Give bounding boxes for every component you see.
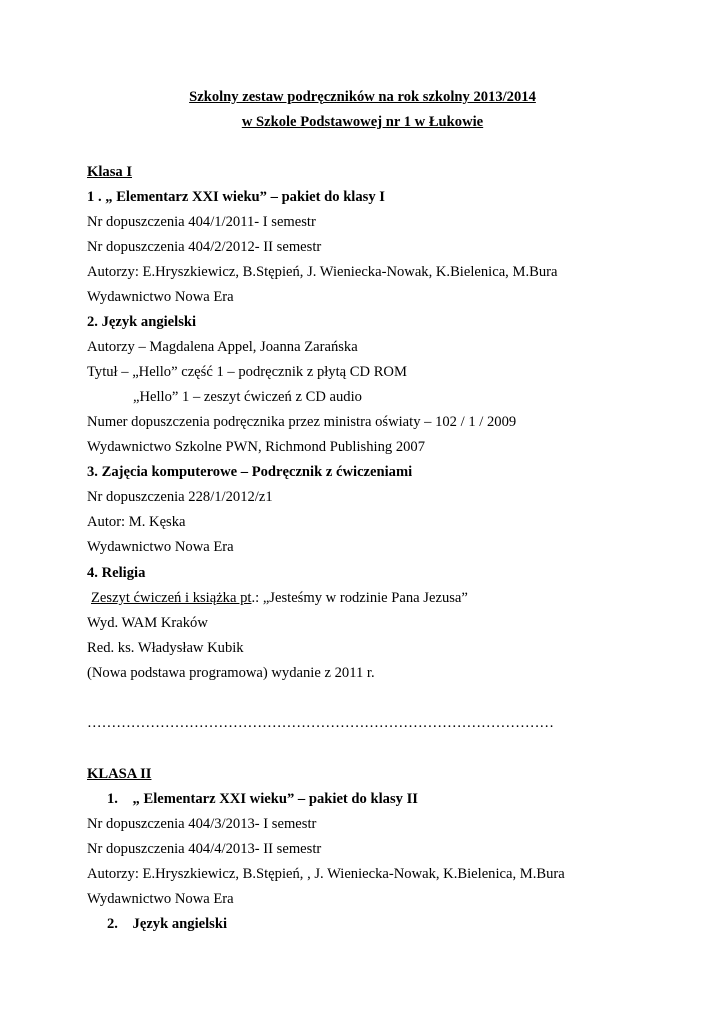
klasa1-item2-title-line2: „Hello” 1 – zeszyt ćwiczeń z CD audio [133, 389, 362, 405]
klasa1-item1-nr2: Nr dopuszczenia 404/2/2012- II semestr [87, 239, 322, 255]
section-separator: …………………………………………………………………………………… [87, 715, 554, 731]
klasa2-item2-title: 2. Język angielski [107, 916, 227, 932]
klasa1-item1-title: 1 . „ Elementarz XXI wieku” – pakiet do klasy I [87, 189, 385, 205]
klasa2-item1-authors: Autorzy: E.Hryszkiewicz, B.Stępień, , J. Wieniecka-Nowak, K.Bielenica, M.Bura [87, 866, 565, 882]
klasa1-item2-title: 2. Język angielski [87, 314, 197, 330]
klasa2-heading: KLASA II [87, 766, 152, 782]
klasa1-item4-line [91, 589, 468, 607]
klasa1-heading: Klasa I [87, 164, 133, 180]
klasa1-item4-rest: .: „Jesteśmy w rodzinie Pana Jezusa” [251, 590, 468, 606]
klasa1-item1-publisher: Wydawnictwo Nowa Era [87, 289, 234, 305]
document-subtitle: w Szkole Podstawowej nr 1 w Łukowie [241, 114, 484, 130]
klasa1-item2-authors: Autorzy – Magdalena Appel, Joanna Zarańska [87, 339, 358, 355]
klasa2-item1-title: 1. „ Elementarz XXI wieku” – pakiet do klasy II [107, 791, 418, 807]
klasa1-item4-wyd: Wyd. WAM Kraków [87, 615, 208, 631]
klasa1-item2-publisher: Wydawnictwo Szkolne PWN, Richmond Publishing 2007 [87, 439, 426, 455]
document-title: Szkolny zestaw podręczników na rok szkolny 2013/2014 [189, 89, 536, 105]
klasa1-item4-underlined: Zeszyt ćwiczeń i książka pt [91, 590, 252, 606]
klasa1-item2-title-line: Tytuł – „Hello” część 1 – podręcznik z płytą CD ROM [87, 364, 407, 380]
klasa1-item1-nr1: Nr dopuszczenia 404/1/2011- I semestr [87, 214, 316, 230]
klasa1-item3-title: 3. Zajęcia komputerowe – Podręcznik z ćwiczeniami [87, 464, 413, 480]
klasa2-item1-nr1: Nr dopuszczenia 404/3/2013- I semestr [87, 816, 317, 832]
klasa1-item4-note: (Nowa podstawa programowa) wydanie z 2011 r. [87, 665, 375, 681]
klasa1-item3-nr: Nr dopuszczenia 228/1/2012/z1 [87, 489, 273, 505]
klasa2-item1-publisher: Wydawnictwo Nowa Era [87, 891, 234, 907]
klasa1-item4-red: Red. ks. Władysław Kubik [87, 640, 244, 656]
klasa2-item1-nr2: Nr dopuszczenia 404/4/2013- II semestr [87, 841, 322, 857]
klasa1-item1-authors: Autorzy: E.Hryszkiewicz, B.Stępień, J. Wieniecka-Nowak, K.Bielenica, M.Bura [87, 264, 558, 280]
klasa1-item2-number: Numer dopuszczenia podręcznika przez ministra oświaty – 102 / 1 / 2009 [87, 414, 517, 430]
klasa1-item3-publisher: Wydawnictwo Nowa Era [87, 539, 234, 555]
klasa1-item3-author: Autor: M. Kęska [87, 514, 186, 530]
klasa1-item4-title: 4. Religia [87, 565, 146, 581]
